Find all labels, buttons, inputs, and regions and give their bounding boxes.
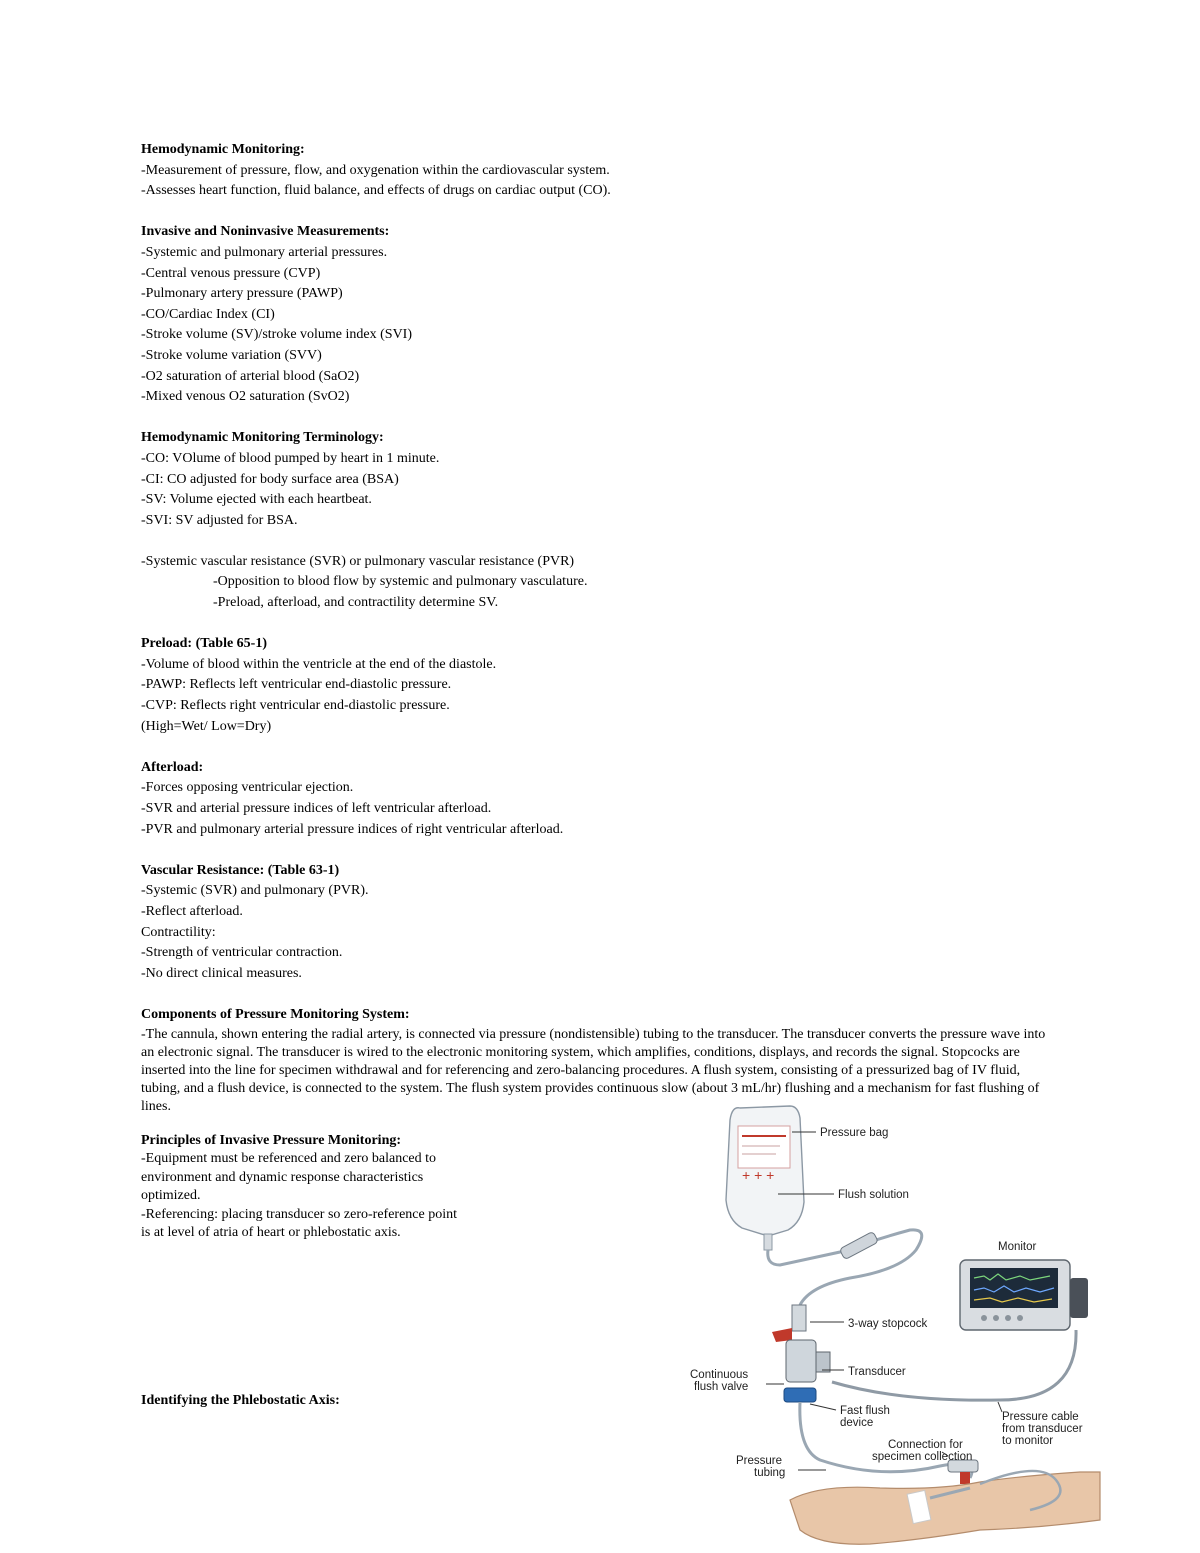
fast-flush-shape [784, 1388, 816, 1402]
text-line: -SVR and arterial pressure indices of left ventricular afterload. [141, 801, 492, 816]
bag-label-sticker [738, 1126, 790, 1168]
label-pressure-bag: Pressure bag [820, 1127, 889, 1139]
heading-principles: Principles of Invasive Pressure Monitoring: [141, 1132, 402, 1148]
transducer-shape [786, 1340, 816, 1382]
components-paragraph: -The cannula, shown entering the radial artery, is connected via pressure (nondistensible) tubing to the transducer. The transducer converts the pressure wave into an electronic signal. The transducer is wired to the electronic monitoring system, which amplifies, conditions, displays, and records the signal. Stopcocks are inserted into the line for specimen withdrawal and for referencing and zero-balancing procedures. A flush system, consisting of a pressurized bag of IV fluid, tubing, and a flush device, is connected to the system. The flush system provides continuous slow (about 3 mL/hr) flushing and a mechanism for fast flushing of lines. [141, 1026, 1046, 1114]
heading-terminology: Hemodynamic Monitoring Terminology: [141, 430, 384, 446]
section-principles [141, 1132, 461, 1243]
text-line: -Stroke volume (SV)/stroke volume index (SVI) [141, 327, 413, 343]
indented-line: -Preload, afterload, and contractility determine SV. [213, 595, 499, 611]
text-line: -PVR and pulmonary arterial pressure indices of right ventricular afterload. [141, 821, 564, 837]
label-continuous-flush: flush valve [694, 1381, 749, 1393]
text-line: -SVI: SV adjusted for BSA. [141, 512, 298, 528]
label-pressure-cable: Pressure cable [1002, 1411, 1079, 1423]
label-stopcock: 3-way stopcock [848, 1318, 928, 1330]
text-line: -Assesses heart function, fluid balance, and effects of drugs on cardiac output (CO). [141, 183, 611, 199]
document-body [141, 140, 1061, 1263]
text-line: -PAWP: Reflects left ventricular end-diastolic pressure. [141, 677, 452, 693]
text-line: -Measurement of pressure, flow, and oxygenation within the cardiovascular system. [141, 162, 610, 178]
label-fast-flush: device [840, 1417, 874, 1429]
section-hemodynamic [141, 140, 1061, 202]
label-pressure-tubing: tubing [754, 1467, 786, 1479]
text-line: -Systemic vascular resistance (SVR) or pulmonary vascular resistance (PVR) [141, 553, 575, 569]
text-line: -No direct clinical measures. [141, 965, 302, 981]
text-line: -Stroke volume variation (SVV) [141, 347, 322, 363]
text-line: Contractility: [141, 924, 216, 940]
tubing-line [768, 1230, 922, 1305]
indented-line: -Opposition to blood flow by systemic and pulmonary vasculature. [213, 574, 588, 590]
text-line: -Central venous pressure (CVP) [141, 265, 321, 281]
label-fast-flush: Fast flush [840, 1405, 890, 1417]
heading-afterload: Afterload: [141, 759, 204, 775]
label-pressure-cable: to monitor [1002, 1435, 1054, 1447]
text-line: (High=Wet/ Low=Dry) [141, 718, 272, 734]
text-line: -Reflect afterload. [141, 903, 243, 919]
text-line: -Strength of ventricular contraction. [141, 945, 343, 961]
section-vascular [141, 861, 1061, 985]
heading-hemodynamic: Hemodynamic Monitoring: [141, 142, 305, 157]
text-line: -CI: CO adjusted for body surface area (BSA) [141, 471, 399, 487]
heading-phlebostatic: Identifying the Phlebostatic Axis: [141, 1393, 340, 1408]
heading-components: Components of Pressure Monitoring System: [141, 1006, 410, 1022]
text-line: -Equipment must be referenced and zero balanced to environment and dynamic response characteristics optimized. [141, 1151, 437, 1204]
section-measurements [141, 222, 1061, 407]
section-resistance-note [141, 552, 1061, 614]
svg-text:+ + +: + + + [742, 1167, 775, 1183]
section-afterload [141, 758, 1061, 840]
label-monitor: Monitor [998, 1241, 1037, 1253]
arm-shape [790, 1472, 1100, 1544]
section-components [141, 1005, 1061, 1116]
label-continuous-flush: Continuous [690, 1369, 749, 1381]
label-pressure-cable: from transducer [1002, 1423, 1083, 1435]
text-line: -O2 saturation of arterial blood (SaO2) [141, 368, 360, 384]
label-specimen: specimen collection [872, 1451, 973, 1463]
text-line: -Referencing: placing transducer so zero-reference point is at level of atria of heart or phlebostatic axis. [141, 1206, 458, 1241]
text-line: -Pulmonary artery pressure (PAWP) [141, 286, 343, 302]
heading-vascular: Vascular Resistance: (Table 63-1) [141, 862, 340, 878]
heading-measurements: Invasive and Noninvasive Measurements: [141, 224, 390, 240]
section-preload [141, 634, 1061, 737]
text-line: -SV: Volume ejected with each heartbeat. [141, 492, 372, 508]
text-line: -Volume of blood within the ventricle at the end of the diastole. [141, 656, 497, 672]
text-line: -Forces opposing ventricular ejection. [141, 780, 354, 796]
section-terminology [141, 428, 1061, 531]
label-specimen: Connection for [888, 1439, 963, 1451]
label-transducer: Transducer [848, 1366, 906, 1378]
text-line: -Mixed venous O2 saturation (SvO2) [141, 389, 350, 405]
text-line: -CO: VOlume of blood pumped by heart in 1 minute. [141, 450, 440, 466]
text-line: -CO/Cardiac Index (CI) [141, 306, 275, 322]
text-line: -CVP: Reflects right ventricular end-diastolic pressure. [141, 698, 450, 714]
stopcock-shape [792, 1305, 806, 1331]
text-line: -Systemic (SVR) and pulmonary (PVR). [141, 883, 369, 899]
label-pressure-tubing: Pressure [736, 1455, 783, 1467]
label-flush-solution: Flush solution [838, 1189, 909, 1201]
pressure-monitoring-diagram [680, 1100, 1120, 1550]
text-line: -Systemic and pulmonary arterial pressures. [141, 244, 388, 260]
heading-preload: Preload: (Table 65-1) [141, 636, 267, 652]
